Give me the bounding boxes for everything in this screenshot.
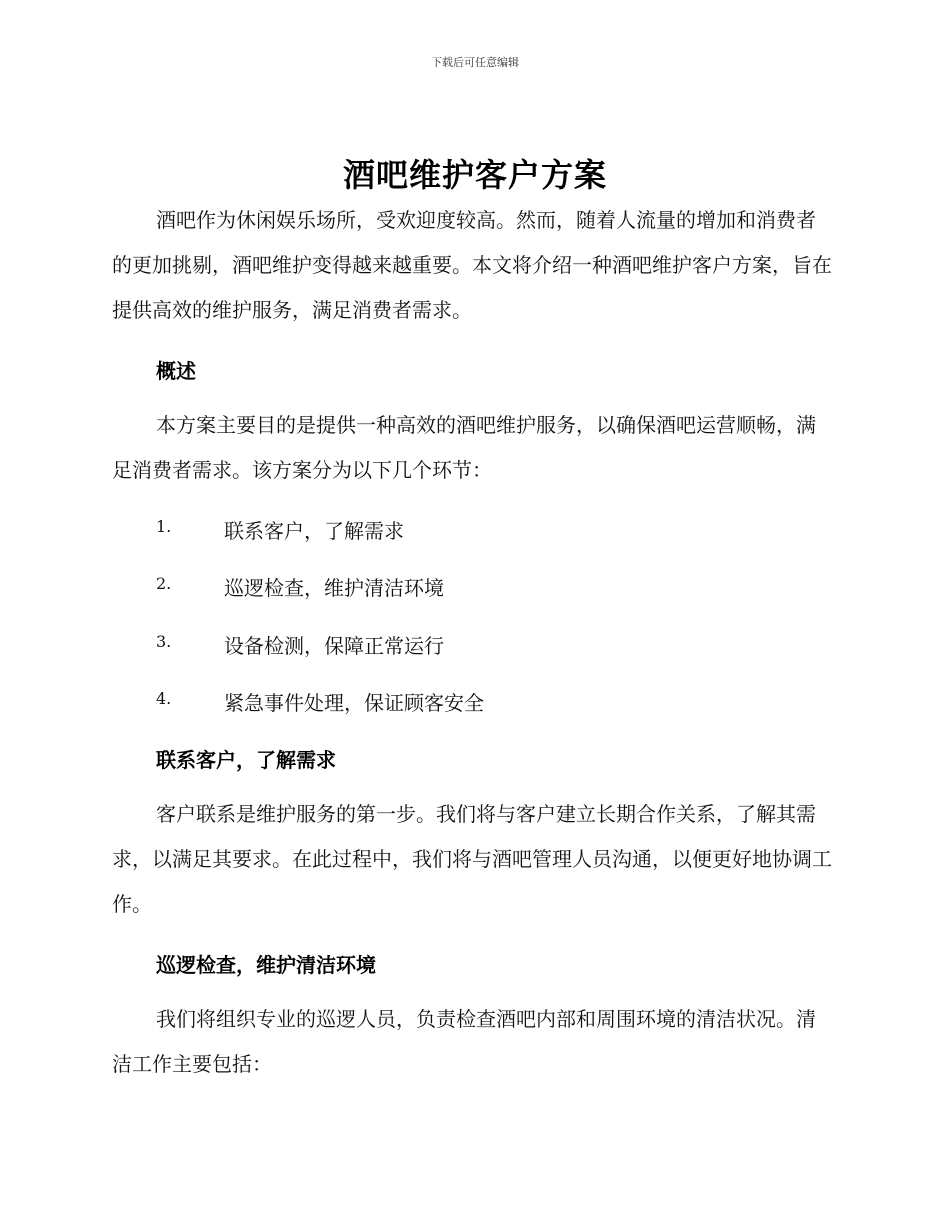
intro-paragraph: 酒吧作为休闲娱乐场所，受欢迎度较高。然而，随着人流量的增加和消费者的更加挑剔，酒吧维护变得越来越重要。本文将介绍一种酒吧维护客户方案，旨在提供高效的维护服务，满足消费者需求。 — [112, 208, 832, 322]
step-list-item — [156, 572, 836, 602]
step-number: 3. — [156, 632, 172, 651]
patrol-inspection-paragraph: 我们将组织专业的巡逻人员，负责检查酒吧内部和周围环境的清洁状况。清洁工作主要包括： — [112, 1007, 816, 1076]
step-text: 紧急事件处理，保证顾客安全 — [224, 691, 484, 715]
step-list-item — [156, 687, 836, 717]
overview-paragraph: 本方案主要目的是提供一种高效的酒吧维护服务，以确保酒吧运营顺畅，满足消费者需求。该方案分为以下几个环节： — [112, 413, 816, 482]
step-number: 1. — [156, 517, 172, 536]
section-heading-patrol-inspection: 巡逻检查，维护清洁环境 — [156, 953, 376, 977]
contact-clients-paragraph: 客户联系是维护服务的第一步。我们将与客户建立长期合作关系，了解其需求，以满足其要求。在此过程中，我们将与酒吧管理人员沟通，以便更好地协调工作。 — [112, 802, 832, 916]
step-text: 设备检测，保障正常运行 — [224, 634, 444, 658]
step-list-item — [156, 515, 836, 545]
section-heading-contact-clients: 联系客户，了解需求 — [156, 748, 336, 772]
page-header-note: 下载后可任意编辑 — [431, 56, 519, 69]
step-number: 2. — [156, 574, 172, 593]
step-text: 巡逻检查，维护清洁环境 — [224, 576, 444, 600]
step-number: 4. — [156, 689, 172, 708]
step-list-item — [156, 630, 836, 660]
step-text: 联系客户，了解需求 — [224, 519, 404, 543]
section-heading-overview: 概述 — [156, 359, 196, 383]
document-title: 酒吧维护客户方案 — [342, 156, 607, 194]
